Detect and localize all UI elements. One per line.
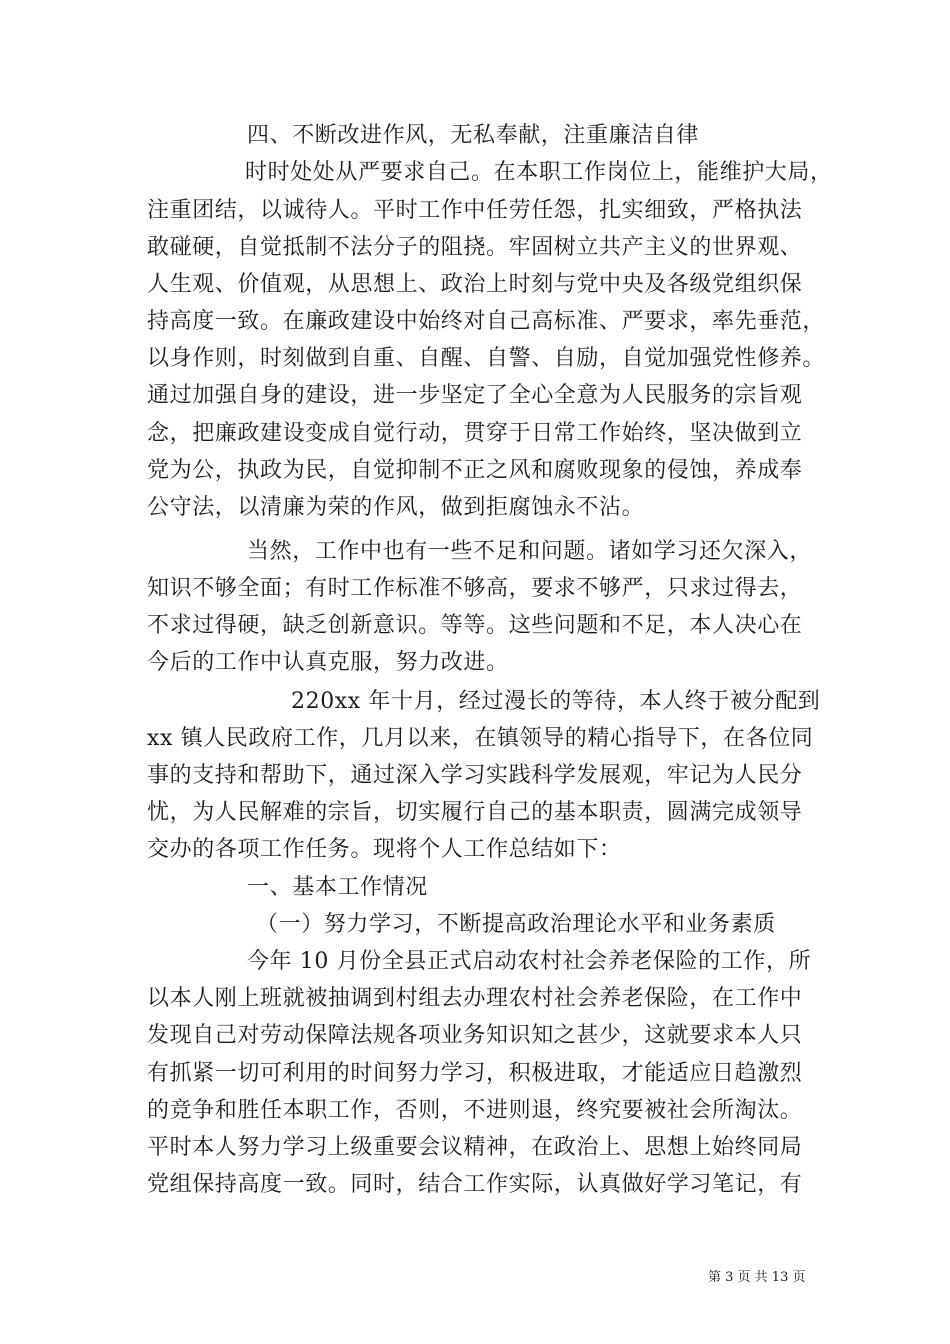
paragraph-line: 持高度一致。在廉政建设中始终对自己高标准、严要求，率先垂范， (147, 309, 826, 334)
paragraph-line: 注重团结，以诚待人。平时工作中任劳任怨，扎实细致，严格执法 (147, 198, 803, 223)
paragraph-line: 通过加强自身的建设，进一步坚定了全心全意为人民服务的宗旨观 (147, 383, 803, 408)
paragraph-line: 知识不够全面；有时工作标准不够高，要求不够严，只求过得去， (147, 576, 803, 601)
paragraph-line: 交办的各项工作任务。现将个人工作总结如下： (147, 837, 622, 862)
paragraph-line: 有抓紧一切可利用的时间努力学习，积极进取，才能适应日趋激烈 (147, 1061, 803, 1086)
paragraph-line: 以本人刚上班就被抽调到村组去办理农村社会养老保险，在工作中 (147, 986, 803, 1011)
paragraph-line: 今年 10 月份全县正式启动农村社会养老保险的工作，所 (247, 949, 812, 974)
paragraph-line: 公守法，以清廉为荣的作风，做到拒腐蚀永不沾。 (147, 495, 645, 520)
paragraph-line: 时时处处从严要求自己。在本职工作岗位上，能维护大局， (245, 160, 833, 185)
paragraph-line: 平时本人努力学习上级重要会议精神，在政治上、思想上始终同局 (147, 1135, 803, 1160)
page-number: 第 3 页 共 13 页 (708, 1270, 806, 1285)
section-heading-1: 一、基本工作情况 (247, 875, 428, 900)
paragraph-line: 念，把廉政建设变成自觉行动，贯穿于日常工作始终，坚决做到立 (147, 421, 803, 446)
paragraph-line: 党组保持高度一致。同时，结合工作实际，认真做好学习笔记，有 (147, 1172, 803, 1197)
paragraph-line: 以身作则，时刻做到自重、自醒、自警、自励，自觉加强党性修养。 (147, 346, 826, 371)
section-heading-4: 四、不断改进作风，无私奉献，注重廉洁自律 (247, 123, 700, 148)
paragraph-line: 今后的工作中认真克服，努力改进。 (147, 650, 509, 675)
paragraph-line: 220xx 年十月，经过漫长的等待，本人终于被分配到 (291, 689, 821, 714)
paragraph-line: 发现自己对劳动保障法规各项业务知识知之甚少，这就要求本人只 (147, 1023, 803, 1048)
paragraph-line: 人生观、价值观，从思想上、政治上时刻与党中央及各级党组织保 (147, 272, 803, 297)
paragraph-line: 当然，工作中也有一些不足和问题。诸如学习还欠深入， (247, 539, 813, 564)
paragraph-line: 不求过得硬，缺乏创新意识。等等。这些问题和不足，本人决心在 (147, 613, 803, 638)
paragraph-line: 敢碰硬，自觉抵制不法分子的阻挠。牢固树立共产主义的世界观、 (147, 235, 803, 260)
paragraph-line: 党为公，执政为民，自觉抑制不正之风和腐败现象的侵蚀，养成奉 (147, 458, 803, 483)
paragraph-line: xx 镇人民政府工作，几月以来，在镇领导的精心指导下，在各位同 (147, 726, 814, 751)
paragraph-line: 的竞争和胜任本职工作，否则，不进则退，终究要被社会所淘汰。 (147, 1098, 803, 1123)
paragraph-line: 事的支持和帮助下，通过深入学习实践科学发展观，牢记为人民分 (147, 763, 803, 788)
paragraph-line: 忧，为人民解难的宗旨，切实履行自己的基本职责，圆满完成领导 (147, 800, 803, 825)
subsection-heading-1: （一）努力学习，不断提高政治理论水平和业务素质 (256, 912, 776, 937)
